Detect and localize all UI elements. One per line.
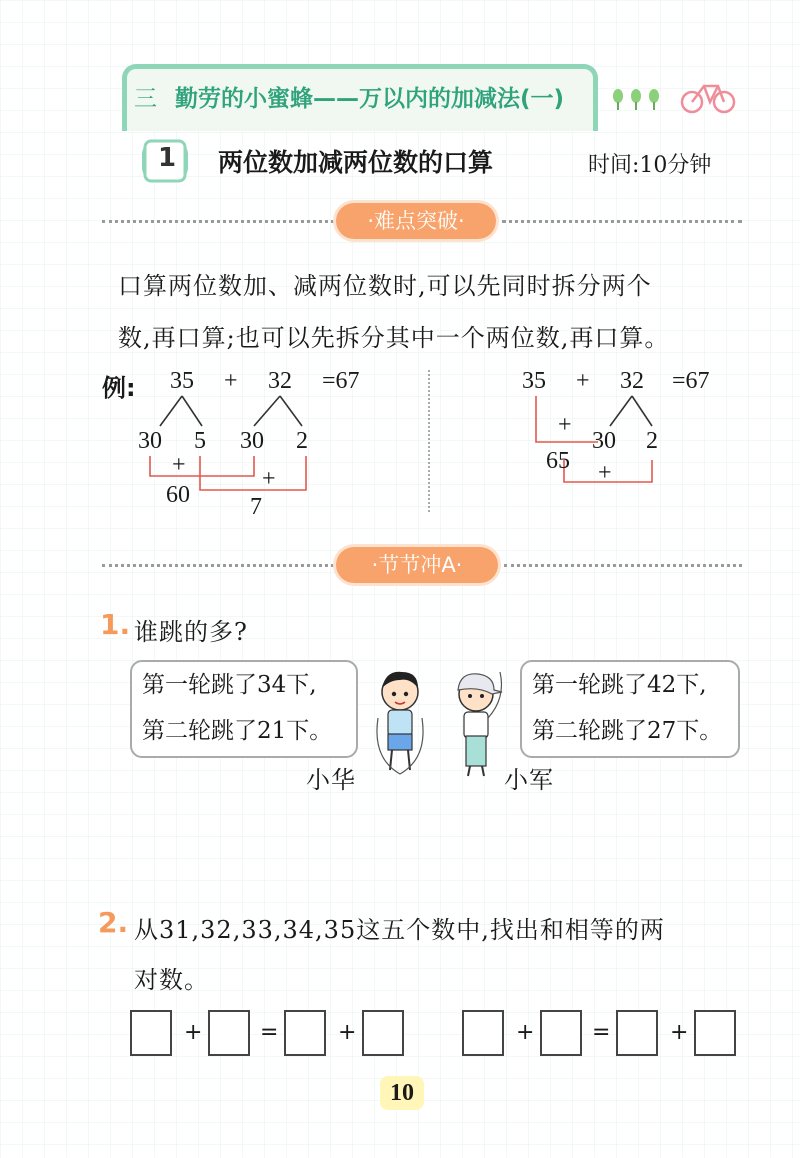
intro-line-2: 数,再口算;也可以先拆分其中一个两位数,再口算。 [118,324,670,352]
equals-sign: = [260,1020,279,1045]
plus-sign: + [184,1020,203,1045]
example-right-b2: 2 [646,428,658,454]
plus-sign: + [338,1020,357,1045]
problem-2-line-1: 从31,32,33,34,35这五个数中,找出和相等的两 [134,916,665,944]
section-label-difficulty: ·难点突破· [336,203,496,239]
lesson-number: 1 [158,143,177,173]
example-left-plus-2: + [262,466,276,492]
intro-line-1: 口算两位数加、减两位数时,可以先同时拆分两个 [118,272,652,300]
problem-1-number: 1. [100,608,131,641]
example-left-plus-1: + [172,452,186,478]
example-right-plus-1: + [558,412,572,438]
example-left-a: 35 [170,368,194,394]
answer-box[interactable] [362,1010,404,1056]
section-divider [102,220,334,223]
speech-bubble-xiaohua [130,660,358,758]
section-label-practice: ·节节冲A· [336,547,498,583]
example-left-b: 32 [268,368,292,394]
lesson-time: 时间:10分钟 [588,153,712,178]
example-left-result: =67 [322,368,360,394]
example-left-b1: 30 [240,428,264,454]
example-left-a2: 5 [194,428,206,454]
boy-xiaojun-icon [448,668,508,780]
plus-sign: + [516,1020,535,1045]
example-label: 例: [102,374,136,402]
example-left-sum-1: 60 [166,482,190,508]
answer-box[interactable] [130,1010,172,1056]
example-separator [428,370,430,512]
answer-box[interactable] [208,1010,250,1056]
section-divider [102,564,334,567]
name-xiaohua: 小华 [306,766,356,794]
example-left-a1: 30 [138,428,162,454]
answer-box[interactable] [284,1010,326,1056]
lesson-title: 两位数加减两位数的口算 [218,148,494,177]
answer-box[interactable] [694,1010,736,1056]
chapter-number: 三 [134,86,157,112]
speech-bubble-xiaojun [520,660,740,758]
answer-box[interactable] [540,1010,582,1056]
example-right-plus: + [576,368,590,394]
answer-box[interactable] [462,1010,504,1056]
example-left-b2: 2 [296,428,308,454]
problem-2-number: 2. [98,906,129,939]
problem-2-line-2: 对数。 [134,966,209,994]
name-xiaojun: 小军 [504,766,554,794]
example-right-a: 35 [522,368,546,394]
example-right-b1: 30 [592,428,616,454]
xiaojun-round-1: 第一轮跳了42下, [532,672,707,698]
section-divider [502,220,742,223]
problem-1-question: 谁跳的多? [134,618,248,646]
xiaohua-round-1: 第一轮跳了34下, [142,672,317,698]
chapter-title [134,80,564,113]
example-right-b: 32 [620,368,644,394]
example-right-sum-1: 65 [546,448,570,474]
equals-sign: = [592,1020,611,1045]
page-number: 10 [380,1076,424,1110]
section-divider [504,564,742,567]
boy-xiaohua-icon [370,668,430,778]
xiaohua-round-2: 第二轮跳了21下。 [142,718,333,744]
xiaojun-round-2: 第二轮跳了27下。 [532,718,723,744]
example-left-sum-2: 7 [250,494,262,520]
bicycle-tree-decoration-icon [612,76,742,116]
chapter-name: 勤劳的小蜜蜂——万以内的加减法(一) [175,86,565,112]
answer-box[interactable] [616,1010,658,1056]
plus-sign: + [670,1020,689,1045]
example-right-plus-2: + [598,460,612,486]
example-right-result: =67 [672,368,710,394]
example-left-plus: + [224,368,238,394]
